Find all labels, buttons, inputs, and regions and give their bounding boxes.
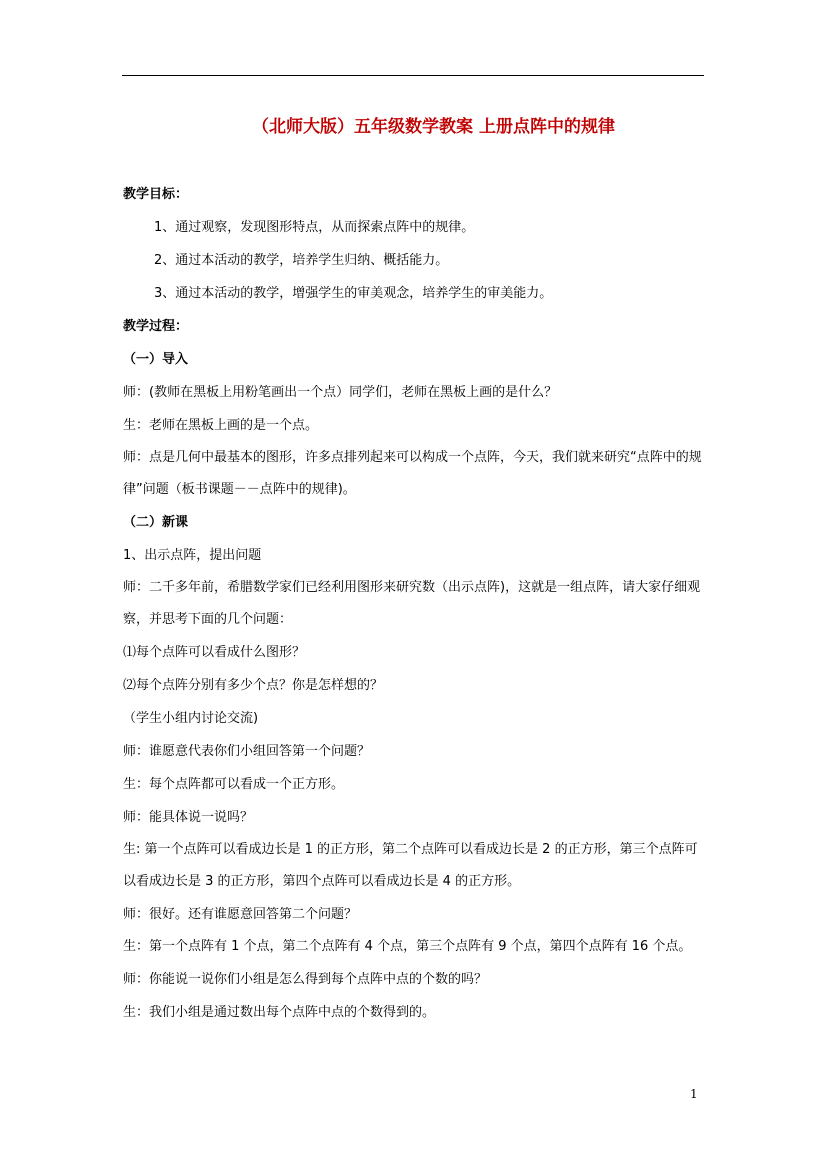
section-heading-objectives: 教学目标： bbox=[123, 187, 189, 202]
paragraph: 生：老师在黑板上画的是一个点。 bbox=[123, 418, 319, 433]
paragraph: 师：二千多年前，希腊数学家们已经利用图形来研究数（出示点阵)，这就是一组点阵，请大家仔细观察，并思考下面的几个问题： bbox=[123, 580, 701, 627]
question-item: ⑵每个点阵分别有多少个点？你是怎样想的？ bbox=[123, 678, 384, 693]
paragraph: 生：每个点阵都可以看成一个正方形。 bbox=[123, 777, 345, 792]
paragraph: 师：很好。还有谁愿意回答第二个问题？ bbox=[123, 907, 358, 922]
paragraph: （学生小组内讨论交流) bbox=[123, 711, 259, 726]
paragraph: 生: 第一个点阵可以看成边长是 1 的正方形，第二个点阵可以看成边长是 2 的正方形，第三个点阵可以看成边长是 3 的正方形，第四个点阵可以看成边长是 4 的正方形。 bbox=[123, 842, 698, 889]
paragraph: 师：能具体说一说吗？ bbox=[123, 810, 254, 825]
objective-item: 1、通过观察，发现图形特点，从而探索点阵中的规律。 bbox=[154, 220, 475, 235]
header-rule bbox=[122, 75, 704, 76]
subsection-heading-new-lesson: （二）新课 bbox=[123, 515, 189, 530]
paragraph: 师：你能说一说你们小组是怎么得到每个点阵中点的个数的吗？ bbox=[123, 972, 488, 987]
section-heading-process: 教学过程： bbox=[123, 319, 189, 334]
paragraph: 1、出示点阵，提出问题 bbox=[123, 548, 262, 563]
paragraph: 生：我们小组是通过数出每个点阵中点的个数得到的。 bbox=[123, 1005, 436, 1020]
document-body bbox=[123, 178, 708, 1029]
paragraph: 师：(教师在黑板上用粉笔画出一个点）同学们，老师在黑板上画的是什么？ bbox=[123, 385, 558, 400]
paragraph: 生：第一个点阵有 1 个点，第二个点阵有 4 个点，第三个点阵有 9 个点，第四个点阵有 16 个点。 bbox=[123, 939, 692, 954]
paragraph: 师：谁愿意代表你们小组回答第一个问题？ bbox=[123, 744, 371, 759]
paragraph: 师：点是几何中最基本的图形，许多点排列起来可以构成一个点阵，今天，我们就来研究“点阵中的规律”问题（板书课题－－点阵中的规律)。 bbox=[123, 450, 702, 497]
question-item: ⑴每个点阵可以看成什么图形？ bbox=[123, 645, 306, 660]
objective-item: 2、通过本活动的教学，培养学生归纳、概括能力。 bbox=[154, 253, 449, 268]
document-title: （北师大版）五年级数学教案 上册点阵中的规律 bbox=[252, 117, 615, 137]
objective-item: 3、通过本活动的教学，增强学生的审美观念，培养学生的审美能力。 bbox=[154, 286, 553, 301]
subsection-heading-intro: （一）导入 bbox=[123, 352, 189, 367]
page-number: 1 bbox=[690, 1087, 698, 1101]
